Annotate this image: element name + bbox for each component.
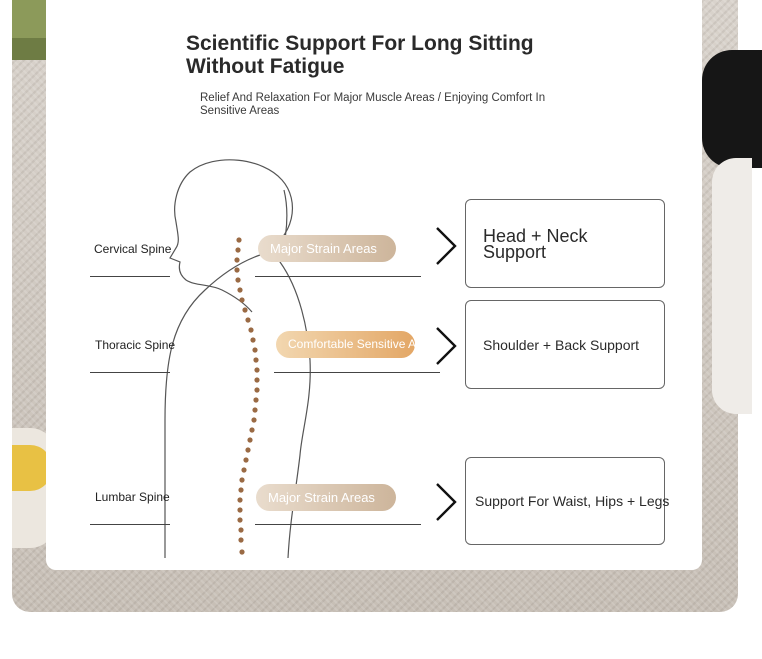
benefit-text: Support For Waist, Hips + Legs <box>475 493 670 509</box>
divider-line <box>274 372 440 373</box>
spine-label-thoracic: Thoracic Spine <box>95 338 176 352</box>
page-title: Scientific Support For Long Sitting Without Fatigue <box>186 32 534 78</box>
divider-line <box>90 276 170 277</box>
divider-line <box>90 524 170 525</box>
chevron-right-icon <box>434 225 460 267</box>
divider-line <box>255 524 421 525</box>
chevron-right-icon <box>434 481 460 523</box>
spine-label-lumbar: Lumbar Spine <box>95 490 170 504</box>
divider-line <box>90 372 170 373</box>
area-pill-major: Major Strain Areas <box>258 235 396 262</box>
spine-dots <box>234 237 259 554</box>
page-subtitle: Relief And Relaxation For Major Muscle Areas / Enjoying Comfort In Sensitive Areas <box>200 92 546 117</box>
benefit-text: Shoulder + Back Support <box>483 336 640 353</box>
area-pill-major: Major Strain Areas <box>256 484 396 511</box>
benefit-box-head-neck <box>465 199 665 288</box>
benefit-box-waist-hips-legs <box>465 457 670 545</box>
benefit-text: Head + Neck Support <box>483 225 588 262</box>
area-pill-sensitive: Comfortable Sensitive Areas <box>276 331 415 358</box>
chevron-right-icon <box>434 325 460 367</box>
spine-label-cervical: Cervical Spine <box>94 242 172 256</box>
benefit-box-shoulder-back <box>465 300 665 389</box>
divider-line <box>255 276 421 277</box>
